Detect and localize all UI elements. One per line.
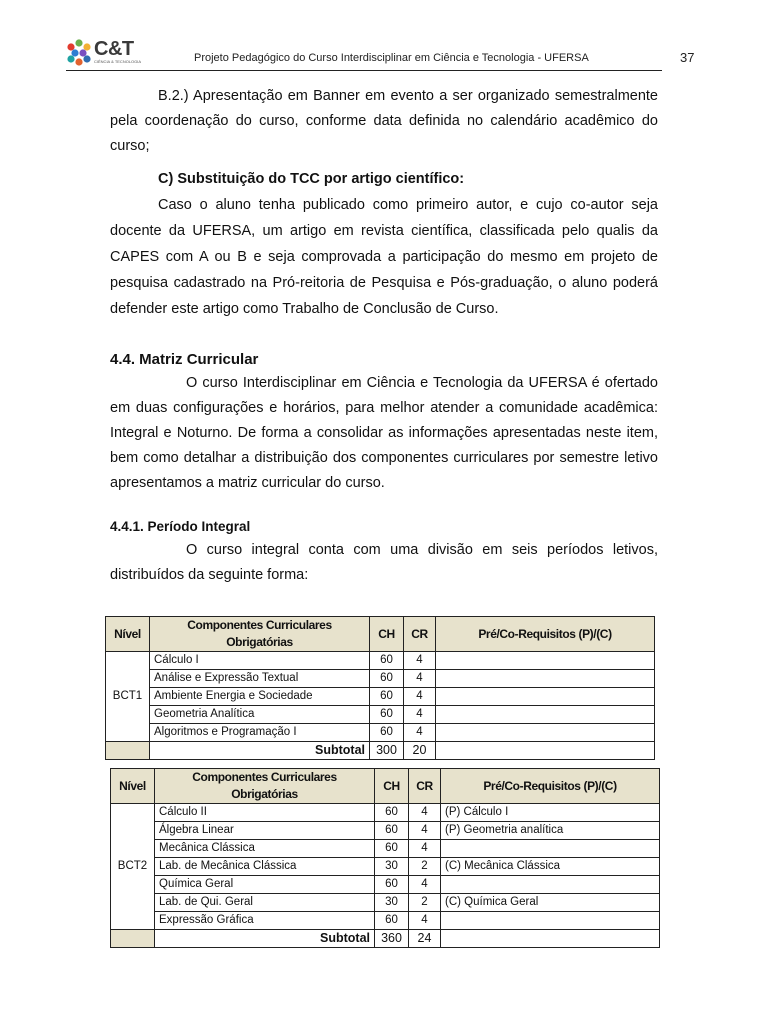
logo-subtitle: CIÊNCIA & TECNOLOGIA	[94, 59, 142, 64]
ch-cell: 60	[370, 652, 404, 670]
prereq-cell: (P) Geometria analítica	[441, 822, 660, 840]
component-cell: Análise e Expressão Textual	[150, 670, 370, 688]
header-nivel: Nível	[111, 769, 155, 804]
subtotal-cr: 20	[404, 742, 436, 760]
prereq-cell	[441, 912, 660, 930]
component-cell: Cálculo I	[150, 652, 370, 670]
prereq-cell: (C) Química Geral	[441, 894, 660, 912]
subtotal-cr: 24	[409, 930, 441, 948]
header-prereq: Pré/Co-Requisitos (P)/(C)	[436, 617, 655, 652]
cr-cell: 4	[404, 724, 436, 742]
component-cell: Química Geral	[155, 876, 375, 894]
ch-cell: 60	[370, 670, 404, 688]
prereq-cell	[436, 688, 655, 706]
cr-cell: 4	[409, 822, 441, 840]
ch-cell: 60	[375, 912, 409, 930]
cr-cell: 4	[404, 688, 436, 706]
ch-cell: 30	[375, 894, 409, 912]
header-cr: CR	[404, 617, 436, 652]
cr-cell: 4	[409, 876, 441, 894]
component-cell: Expressão Gráfica	[155, 912, 375, 930]
subtotal-prereq-cell	[441, 930, 660, 948]
cr-cell: 2	[409, 894, 441, 912]
table-row	[111, 894, 660, 912]
subtotal-label: Subtotal	[155, 930, 375, 948]
cr-cell: 4	[409, 804, 441, 822]
paragraph-c: Caso o aluno tenha publicado como primeiro autor, e cujo co-autor seja docente da UFERSA, um artigo em revista científica, classificada pelo qualis da CAPES com A ou B e seja comprovada a participação do mesmo em projeto de pesquisa cadastrado na Pró-reitoria de Pesquisa e Pós-graduação, o aluno poderá defender este artigo como Trabalho de Conclusão de Curso.	[110, 197, 658, 317]
prereq-cell	[441, 876, 660, 894]
ch-cell: 60	[370, 706, 404, 724]
header-nivel: Nível	[106, 617, 150, 652]
ch-cell: 60	[370, 724, 404, 742]
cr-cell: 2	[409, 858, 441, 876]
subtotal-ch: 300	[370, 742, 404, 760]
component-cell: Lab. de Qui. Geral	[155, 894, 375, 912]
paragraph-4-4-1: O curso integral conta com uma divisão em seis períodos letivos, distribuídos da seguinte forma:	[110, 542, 658, 583]
prereq-cell	[436, 652, 655, 670]
level-cell: BCT2	[111, 804, 155, 930]
subtotal-row	[111, 930, 660, 948]
prereq-cell	[436, 670, 655, 688]
table-row	[106, 688, 655, 706]
header-ch: CH	[375, 769, 409, 804]
header-componentes: Componentes Curriculares Obrigatórias	[150, 617, 370, 652]
logo-text: C&T	[94, 38, 134, 60]
cr-cell: 4	[409, 912, 441, 930]
component-cell: Geometria Analítica	[150, 706, 370, 724]
table-row	[111, 822, 660, 840]
curriculum-table-bct1	[105, 616, 655, 760]
level-cell: BCT1	[106, 652, 150, 742]
header-ch: CH	[370, 617, 404, 652]
table-row	[106, 706, 655, 724]
page-number: 37	[680, 50, 695, 65]
heading-c: C) Substituição do TCC por artigo científico:	[158, 171, 465, 187]
component-cell: Mecânica Clássica	[155, 840, 375, 858]
document-body	[110, 84, 658, 588]
subtotal-row	[106, 742, 655, 760]
header-cr: CR	[409, 769, 441, 804]
cr-cell: 4	[404, 670, 436, 688]
table-row	[111, 876, 660, 894]
component-cell: Algoritmos e Programação I	[150, 724, 370, 742]
cr-cell: 4	[409, 840, 441, 858]
table-row	[106, 652, 655, 670]
section-heading-4-4-1: 4.4.1. Período Integral	[110, 519, 251, 534]
table-header-row	[111, 769, 660, 804]
molecule-icon	[66, 38, 94, 68]
component-cell: Ambiente Energia e Sociedade	[150, 688, 370, 706]
cr-cell: 4	[404, 706, 436, 724]
subtotal-blank-cell	[106, 742, 150, 760]
prereq-cell	[441, 840, 660, 858]
header-prereq: Pré/Co-Requisitos (P)/(C)	[441, 769, 660, 804]
subtotal-ch: 360	[375, 930, 409, 948]
component-cell: Álgebra Linear	[155, 822, 375, 840]
prereq-cell: (C) Mecânica Clássica	[441, 858, 660, 876]
table-row	[106, 670, 655, 688]
table-row	[111, 858, 660, 876]
table-row	[111, 804, 660, 822]
header-componentes: Componentes Curriculares Obrigatórias	[155, 769, 375, 804]
page-header	[66, 36, 662, 71]
ch-cell: 60	[370, 688, 404, 706]
subtotal-blank-cell	[111, 930, 155, 948]
ch-cell: 30	[375, 858, 409, 876]
ch-cell: 60	[375, 804, 409, 822]
prereq-cell: (P) Cálculo I	[441, 804, 660, 822]
table-row	[111, 840, 660, 858]
ct-logo	[66, 38, 146, 68]
prereq-cell	[436, 706, 655, 724]
cr-cell: 4	[404, 652, 436, 670]
paragraph-b2: B.2.) Apresentação em Banner em evento a ser organizado semestralmente pela coordenação do curso, conforme data definida no calendário acadêmico do curso;	[110, 88, 658, 154]
component-cell: Cálculo II	[155, 804, 375, 822]
component-cell: Lab. de Mecânica Clássica	[155, 858, 375, 876]
ch-cell: 60	[375, 840, 409, 858]
ch-cell: 60	[375, 822, 409, 840]
table-header-row	[106, 617, 655, 652]
section-heading-4-4: 4.4. Matriz Curricular	[110, 351, 259, 368]
ch-cell: 60	[375, 876, 409, 894]
table-row	[106, 724, 655, 742]
table-row	[111, 912, 660, 930]
subtotal-label: Subtotal	[150, 742, 370, 760]
curriculum-table-bct2	[110, 768, 660, 948]
subtotal-prereq-cell	[436, 742, 655, 760]
prereq-cell	[436, 724, 655, 742]
header-title: Projeto Pedagógico do Curso Interdisciplinar em Ciência e Tecnologia - UFERSA	[194, 52, 589, 64]
paragraph-4-4: O curso Interdisciplinar em Ciência e Tecnologia da UFERSA é ofertado em duas configurações e horários, para melhor atender a comunidade acadêmica: Integral e Noturno. De forma a consolidar as informações apresentadas neste item, bem como detalhar a distribuição dos componentes curriculares por semestre letivo apresentamos a matriz curricular do curso.	[110, 375, 658, 491]
